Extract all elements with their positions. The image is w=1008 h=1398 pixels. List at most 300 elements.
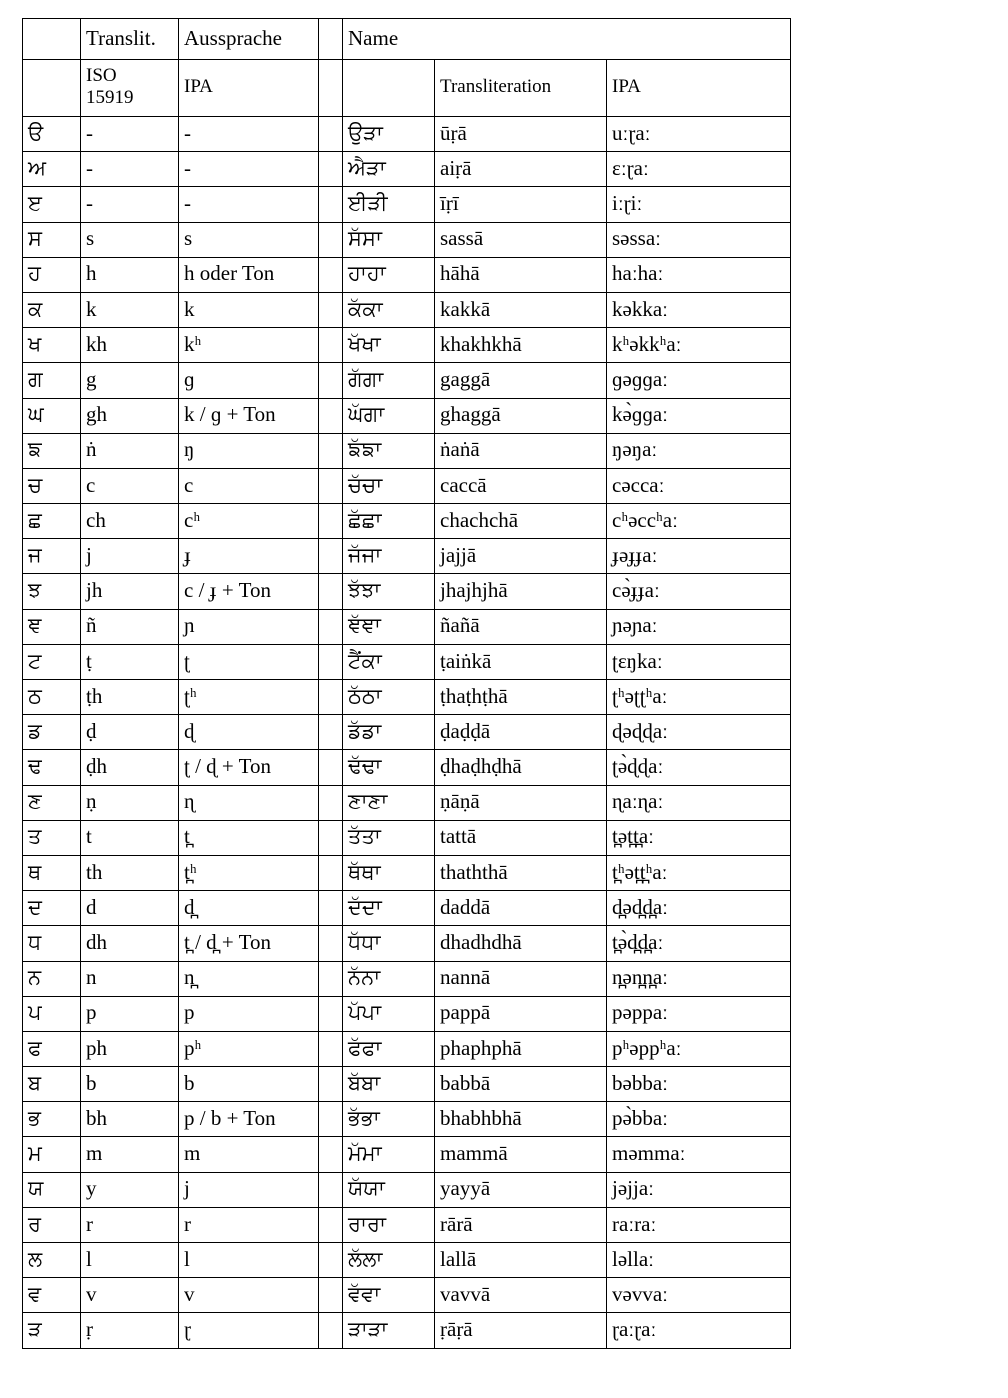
cell-iso15919: -: [81, 152, 179, 187]
cell-iso15919: b: [81, 1067, 179, 1102]
table-row: [23, 328, 791, 363]
header-gap-blank: [319, 19, 343, 60]
cell-name-ipa: t̪ət̪t̪aː: [607, 820, 791, 855]
cell-iso15919: h: [81, 257, 179, 292]
cell-name-ipa: ʈʰəʈʈʰaː: [607, 680, 791, 715]
cell-name-gurmukhi: ਘੱਗਾ: [343, 398, 435, 433]
cell-iso15919: s: [81, 222, 179, 257]
subheader-name-gurmukhi: [343, 60, 435, 117]
subheader-ipa-label: IPA: [184, 76, 213, 98]
cell-name-translit: kakkā: [435, 292, 607, 327]
cell-aussprache-ipa: c: [179, 468, 319, 503]
table-row: [23, 1278, 791, 1313]
cell-gurmukhi-letter: ਹ: [23, 257, 81, 292]
table-row: [23, 1067, 791, 1102]
cell-name-ipa: ɛːɽaː: [607, 152, 791, 187]
cell-gurmukhi-letter: ੜ: [23, 1313, 81, 1348]
cell-gurmukhi-letter: ਚ: [23, 468, 81, 503]
cell-iso15919: -: [81, 117, 179, 152]
table-row: [23, 644, 791, 679]
table-row: [23, 257, 791, 292]
cell-gurmukhi-letter: ਞ: [23, 609, 81, 644]
cell-iso15919: ṛ: [81, 1313, 179, 1348]
cell-name-gurmukhi: ਖੱਖਾ: [343, 328, 435, 363]
cell-name-gurmukhi: ਡੱਡਾ: [343, 715, 435, 750]
cell-name-gurmukhi: ਯੱਯਾ: [343, 1172, 435, 1207]
cell-iso15919: ṇ: [81, 785, 179, 820]
table-row: [23, 433, 791, 468]
table-row: [23, 539, 791, 574]
cell-spacer: [319, 222, 343, 257]
cell-aussprache-ipa: b: [179, 1067, 319, 1102]
cell-iso15919: ñ: [81, 609, 179, 644]
cell-name-ipa: n̪ən̪n̪aː: [607, 961, 791, 996]
cell-name-translit: ḍhaḍhḍhā: [435, 750, 607, 785]
cell-gurmukhi-letter: ਟ: [23, 644, 81, 679]
cell-name-ipa: ɳaːɳaː: [607, 785, 791, 820]
cell-name-gurmukhi: ਗੱਗਾ: [343, 363, 435, 398]
cell-spacer: [319, 504, 343, 539]
cell-name-translit: ūṛā: [435, 117, 607, 152]
cell-gurmukhi-letter: ਵ: [23, 1278, 81, 1313]
cell-iso15919: y: [81, 1172, 179, 1207]
cell-gurmukhi-letter: ਕ: [23, 292, 81, 327]
cell-name-translit: ñañā: [435, 609, 607, 644]
cell-spacer: [319, 785, 343, 820]
cell-name-gurmukhi: ਰਾਰਾ: [343, 1207, 435, 1242]
cell-gurmukhi-letter: ਖ: [23, 328, 81, 363]
cell-spacer: [319, 1207, 343, 1242]
subheader-name-transliteration-label: Transliteration: [440, 76, 552, 98]
header-row-primary: [23, 19, 791, 60]
cell-spacer: [319, 891, 343, 926]
table-row: [23, 961, 791, 996]
table-row: [23, 996, 791, 1031]
table-row: [23, 152, 791, 187]
cell-iso15919: m: [81, 1137, 179, 1172]
cell-spacer: [319, 680, 343, 715]
cell-iso15919: gh: [81, 398, 179, 433]
table-body: [23, 117, 791, 1349]
cell-name-translit: thaththā: [435, 855, 607, 890]
cell-name-gurmukhi: ਨੱਨਾ: [343, 961, 435, 996]
cell-aussprache-ipa: -: [179, 117, 319, 152]
table-row: [23, 855, 791, 890]
cell-name-translit: khakhkhā: [435, 328, 607, 363]
table-row: [23, 609, 791, 644]
cell-aussprache-ipa: ɡ: [179, 363, 319, 398]
cell-name-gurmukhi: ਪੱਪਾ: [343, 996, 435, 1031]
cell-name-ipa: cə̀ɟɟaː: [607, 574, 791, 609]
cell-spacer: [319, 855, 343, 890]
cell-spacer: [319, 1067, 343, 1102]
cell-iso15919: ṭh: [81, 680, 179, 715]
cell-name-ipa: ŋəŋaː: [607, 433, 791, 468]
subheader-name-ipa: [607, 60, 791, 117]
header-aussprache: Aussprache: [179, 19, 319, 60]
cell-iso15919: t: [81, 820, 179, 855]
cell-aussprache-ipa: m: [179, 1137, 319, 1172]
cell-name-ipa: ɲəɲaː: [607, 609, 791, 644]
cell-name-translit: jajjā: [435, 539, 607, 574]
table-row: [23, 574, 791, 609]
cell-iso15919: -: [81, 187, 179, 222]
cell-name-ipa: səssaː: [607, 222, 791, 257]
cell-aussprache-ipa: t̪: [179, 820, 319, 855]
cell-aussprache-ipa: ɖ: [179, 715, 319, 750]
cell-aussprache-ipa: -: [179, 187, 319, 222]
cell-aussprache-ipa: h oder Ton: [179, 257, 319, 292]
cell-name-ipa: ʈɛŋkaː: [607, 644, 791, 679]
cell-name-gurmukhi: ਬੱਬਾ: [343, 1067, 435, 1102]
cell-spacer: [319, 644, 343, 679]
cell-gurmukhi-letter: ਨ: [23, 961, 81, 996]
cell-spacer: [319, 257, 343, 292]
cell-gurmukhi-letter: ਸ: [23, 222, 81, 257]
cell-name-ipa: cəccaː: [607, 468, 791, 503]
cell-gurmukhi-letter: ਠ: [23, 680, 81, 715]
cell-spacer: [319, 961, 343, 996]
cell-name-ipa: uːɽaː: [607, 117, 791, 152]
cell-name-ipa: pəppaː: [607, 996, 791, 1031]
cell-iso15919: n: [81, 961, 179, 996]
cell-name-gurmukhi: ਚੱਚਾ: [343, 468, 435, 503]
cell-name-ipa: ɖəɖɖaː: [607, 715, 791, 750]
cell-gurmukhi-letter: ਤ: [23, 820, 81, 855]
cell-name-translit: ṅaṅā: [435, 433, 607, 468]
cell-iso15919: dh: [81, 926, 179, 961]
table-row: [23, 1172, 791, 1207]
table-row: [23, 1137, 791, 1172]
cell-name-translit: aiṛā: [435, 152, 607, 187]
cell-iso15919: ḍh: [81, 750, 179, 785]
cell-gurmukhi-letter: ਣ: [23, 785, 81, 820]
cell-gurmukhi-letter: ਘ: [23, 398, 81, 433]
table-row: [23, 1031, 791, 1066]
cell-spacer: [319, 750, 343, 785]
cell-aussprache-ipa: p / b + Ton: [179, 1102, 319, 1137]
table-row: [23, 891, 791, 926]
cell-spacer: [319, 609, 343, 644]
table-row: [23, 222, 791, 257]
cell-aussprache-ipa: d̪: [179, 891, 319, 926]
cell-name-ipa: ɡəɡɡaː: [607, 363, 791, 398]
cell-gurmukhi-letter: ਥ: [23, 855, 81, 890]
cell-name-translit: caccā: [435, 468, 607, 503]
cell-iso15919: ḍ: [81, 715, 179, 750]
cell-name-translit: ṇāṇā: [435, 785, 607, 820]
cell-name-translit: ṭaiṅkā: [435, 644, 607, 679]
cell-name-ipa: bəbbaː: [607, 1067, 791, 1102]
subheader-iso: [81, 60, 179, 117]
cell-spacer: [319, 1278, 343, 1313]
cell-name-translit: dhadhdhā: [435, 926, 607, 961]
cell-iso15919: p: [81, 996, 179, 1031]
cell-name-gurmukhi: ਈੜੀ: [343, 187, 435, 222]
table-row: [23, 363, 791, 398]
cell-aussprache-ipa: n̪: [179, 961, 319, 996]
subheader-name-transliteration: [435, 60, 607, 117]
cell-spacer: [319, 328, 343, 363]
cell-aussprache-ipa: r: [179, 1207, 319, 1242]
cell-name-ipa: iːɽiː: [607, 187, 791, 222]
cell-name-gurmukhi: ਦੱਦਾ: [343, 891, 435, 926]
cell-spacer: [319, 1243, 343, 1278]
cell-spacer: [319, 1172, 343, 1207]
subheader-iso-line1: ISO: [86, 64, 117, 86]
cell-name-translit: gaggā: [435, 363, 607, 398]
cell-gurmukhi-letter: ਜ: [23, 539, 81, 574]
cell-aussprache-ipa: cʰ: [179, 504, 319, 539]
cell-iso15919: v: [81, 1278, 179, 1313]
cell-gurmukhi-letter: ਅ: [23, 152, 81, 187]
cell-name-gurmukhi: ਧੱਧਾ: [343, 926, 435, 961]
cell-spacer: [319, 398, 343, 433]
cell-name-gurmukhi: ਞੱਞਾ: [343, 609, 435, 644]
cell-iso15919: ṭ: [81, 644, 179, 679]
header-letter-blank: [23, 19, 81, 60]
cell-spacer: [319, 820, 343, 855]
cell-name-translit: pappā: [435, 996, 607, 1031]
cell-name-ipa: ləllaː: [607, 1243, 791, 1278]
cell-name-gurmukhi: ੜਾੜਾ: [343, 1313, 435, 1348]
cell-name-gurmukhi: ਮੱਮਾ: [343, 1137, 435, 1172]
cell-name-ipa: jəjjaː: [607, 1172, 791, 1207]
cell-spacer: [319, 187, 343, 222]
gurmukhi-alphabet-table: [22, 18, 791, 1349]
cell-name-ipa: ʈə̀ɖɖaː: [607, 750, 791, 785]
cell-aussprache-ipa: l: [179, 1243, 319, 1278]
cell-gurmukhi-letter: ਰ: [23, 1207, 81, 1242]
cell-name-gurmukhi: ਟੈਂਕਾ: [343, 644, 435, 679]
cell-gurmukhi-letter: ਦ: [23, 891, 81, 926]
cell-spacer: [319, 1031, 343, 1066]
cell-iso15919: jh: [81, 574, 179, 609]
cell-spacer: [319, 292, 343, 327]
table-row: [23, 1207, 791, 1242]
cell-name-ipa: pʰəppʰaː: [607, 1031, 791, 1066]
cell-name-ipa: t̪ə̀d̪d̪aː: [607, 926, 791, 961]
cell-aussprache-ipa: pʰ: [179, 1031, 319, 1066]
cell-name-translit: tattā: [435, 820, 607, 855]
cell-name-translit: vavvā: [435, 1278, 607, 1313]
cell-name-translit: īṛī: [435, 187, 607, 222]
table-row: [23, 468, 791, 503]
cell-name-translit: ghaggā: [435, 398, 607, 433]
cell-name-ipa: kəkkaː: [607, 292, 791, 327]
cell-name-gurmukhi: ਸੱਸਾ: [343, 222, 435, 257]
table-row: [23, 292, 791, 327]
table-row: [23, 1102, 791, 1137]
cell-name-translit: chachchā: [435, 504, 607, 539]
cell-iso15919: kh: [81, 328, 179, 363]
cell-name-gurmukhi: ਣਾਣਾ: [343, 785, 435, 820]
table-row: [23, 715, 791, 750]
cell-aussprache-ipa: j: [179, 1172, 319, 1207]
cell-name-gurmukhi: ਝੱਝਾ: [343, 574, 435, 609]
cell-name-translit: nannā: [435, 961, 607, 996]
cell-aussprache-ipa: p: [179, 996, 319, 1031]
cell-spacer: [319, 363, 343, 398]
cell-gurmukhi-letter: ਙ: [23, 433, 81, 468]
table-row: [23, 504, 791, 539]
cell-spacer: [319, 117, 343, 152]
cell-name-gurmukhi: ਤੱਤਾ: [343, 820, 435, 855]
cell-name-translit: bhabhbhā: [435, 1102, 607, 1137]
cell-gurmukhi-letter: ੳ: [23, 117, 81, 152]
cell-name-translit: ṭhaṭhṭhā: [435, 680, 607, 715]
table-row: [23, 1243, 791, 1278]
cell-spacer: [319, 433, 343, 468]
table-row: [23, 117, 791, 152]
cell-name-gurmukhi: ਐੜਾ: [343, 152, 435, 187]
cell-name-ipa: ɽaːɽaː: [607, 1313, 791, 1348]
cell-aussprache-ipa: ɳ: [179, 785, 319, 820]
cell-name-gurmukhi: ਜੱਜਾ: [343, 539, 435, 574]
cell-iso15919: g: [81, 363, 179, 398]
subheader-iso-line2: 15919: [86, 86, 134, 108]
cell-name-ipa: pə̀bbaː: [607, 1102, 791, 1137]
cell-gurmukhi-letter: ਬ: [23, 1067, 81, 1102]
cell-aussprache-ipa: ɽ: [179, 1313, 319, 1348]
cell-name-translit: ṛāṛā: [435, 1313, 607, 1348]
cell-gurmukhi-letter: ਲ: [23, 1243, 81, 1278]
cell-gurmukhi-letter: ੲ: [23, 187, 81, 222]
table-row: [23, 398, 791, 433]
cell-gurmukhi-letter: ਮ: [23, 1137, 81, 1172]
table-row: [23, 785, 791, 820]
cell-name-gurmukhi: ਹਾਹਾ: [343, 257, 435, 292]
cell-name-gurmukhi: ਙੱਙਾ: [343, 433, 435, 468]
cell-gurmukhi-letter: ਫ: [23, 1031, 81, 1066]
cell-spacer: [319, 1137, 343, 1172]
cell-name-gurmukhi: ਥੱਥਾ: [343, 855, 435, 890]
cell-name-translit: sassā: [435, 222, 607, 257]
subheader-gap-blank: [319, 60, 343, 117]
cell-name-gurmukhi: ਭੱਭਾ: [343, 1102, 435, 1137]
cell-iso15919: th: [81, 855, 179, 890]
cell-aussprache-ipa: ŋ: [179, 433, 319, 468]
cell-spacer: [319, 926, 343, 961]
cell-iso15919: k: [81, 292, 179, 327]
cell-iso15919: bh: [81, 1102, 179, 1137]
cell-name-ipa: kʰəkkʰaː: [607, 328, 791, 363]
cell-gurmukhi-letter: ਝ: [23, 574, 81, 609]
cell-aussprache-ipa: v: [179, 1278, 319, 1313]
cell-name-translit: phaphphā: [435, 1031, 607, 1066]
cell-name-gurmukhi: ਠੱਠਾ: [343, 680, 435, 715]
cell-iso15919: d: [81, 891, 179, 926]
cell-name-gurmukhi: ਵੱਵਾ: [343, 1278, 435, 1313]
subheader-letter-blank: [23, 60, 81, 117]
cell-name-gurmukhi: ਫੱਫਾ: [343, 1031, 435, 1066]
cell-gurmukhi-letter: ਯ: [23, 1172, 81, 1207]
cell-name-translit: yayyā: [435, 1172, 607, 1207]
cell-name-translit: rārā: [435, 1207, 607, 1242]
cell-name-gurmukhi: ਉੜਾ: [343, 117, 435, 152]
cell-spacer: [319, 574, 343, 609]
cell-aussprache-ipa: ɟ: [179, 539, 319, 574]
cell-aussprache-ipa: ɲ: [179, 609, 319, 644]
cell-aussprache-ipa: -: [179, 152, 319, 187]
cell-gurmukhi-letter: ਗ: [23, 363, 81, 398]
cell-name-translit: babbā: [435, 1067, 607, 1102]
cell-gurmukhi-letter: ਪ: [23, 996, 81, 1031]
cell-name-ipa: haːhaː: [607, 257, 791, 292]
cell-aussprache-ipa: ʈ: [179, 644, 319, 679]
cell-spacer: [319, 152, 343, 187]
cell-iso15919: ṅ: [81, 433, 179, 468]
table-row: [23, 750, 791, 785]
cell-name-ipa: t̪ʰət̪t̪ʰaː: [607, 855, 791, 890]
table-row: [23, 680, 791, 715]
cell-name-gurmukhi: ਕੱਕਾ: [343, 292, 435, 327]
cell-aussprache-ipa: ʈ / ɖ + Ton: [179, 750, 319, 785]
cell-aussprache-ipa: k / ɡ + Ton: [179, 398, 319, 433]
cell-aussprache-ipa: kʰ: [179, 328, 319, 363]
cell-name-ipa: məmmaː: [607, 1137, 791, 1172]
cell-spacer: [319, 468, 343, 503]
cell-spacer: [319, 1313, 343, 1348]
cell-spacer: [319, 539, 343, 574]
cell-gurmukhi-letter: ਭ: [23, 1102, 81, 1137]
table-header: [23, 19, 791, 117]
cell-aussprache-ipa: t̪ / d̪ + Ton: [179, 926, 319, 961]
subheader-name-ipa-label: IPA: [612, 76, 641, 98]
cell-spacer: [319, 996, 343, 1031]
cell-spacer: [319, 1102, 343, 1137]
cell-name-ipa: d̪əd̪d̪aː: [607, 891, 791, 926]
cell-name-ipa: ɟəɟɟaː: [607, 539, 791, 574]
cell-name-translit: daddā: [435, 891, 607, 926]
cell-name-ipa: vəvvaː: [607, 1278, 791, 1313]
cell-name-ipa: cʰəccʰaː: [607, 504, 791, 539]
cell-spacer: [319, 715, 343, 750]
cell-name-translit: ḍaḍḍā: [435, 715, 607, 750]
cell-iso15919: ch: [81, 504, 179, 539]
cell-name-gurmukhi: ਲੱਲਾ: [343, 1243, 435, 1278]
cell-iso15919: c: [81, 468, 179, 503]
cell-name-translit: mammā: [435, 1137, 607, 1172]
cell-aussprache-ipa: s: [179, 222, 319, 257]
cell-name-ipa: raːraː: [607, 1207, 791, 1242]
cell-iso15919: r: [81, 1207, 179, 1242]
cell-aussprache-ipa: c / ɟ + Ton: [179, 574, 319, 609]
cell-gurmukhi-letter: ਡ: [23, 715, 81, 750]
cell-name-translit: lallā: [435, 1243, 607, 1278]
header-row-secondary: [23, 60, 791, 117]
cell-iso15919: ph: [81, 1031, 179, 1066]
table-row: [23, 926, 791, 961]
table-row: [23, 820, 791, 855]
cell-name-translit: jhajhjhā: [435, 574, 607, 609]
cell-name-ipa: kə̀ɡɡaː: [607, 398, 791, 433]
header-translit: Translit.: [81, 19, 179, 60]
cell-aussprache-ipa: ʈʰ: [179, 680, 319, 715]
cell-iso15919: l: [81, 1243, 179, 1278]
subheader-ipa: [179, 60, 319, 117]
cell-name-translit: hāhā: [435, 257, 607, 292]
cell-gurmukhi-letter: ਛ: [23, 504, 81, 539]
header-name: Name: [343, 19, 791, 60]
cell-gurmukhi-letter: ਧ: [23, 926, 81, 961]
cell-aussprache-ipa: t̪ʰ: [179, 855, 319, 890]
cell-name-gurmukhi: ਛੱਛਾ: [343, 504, 435, 539]
cell-iso15919: j: [81, 539, 179, 574]
table-row: [23, 1313, 791, 1348]
table-row: [23, 187, 791, 222]
gurmukhi-table-container: [22, 18, 790, 1349]
